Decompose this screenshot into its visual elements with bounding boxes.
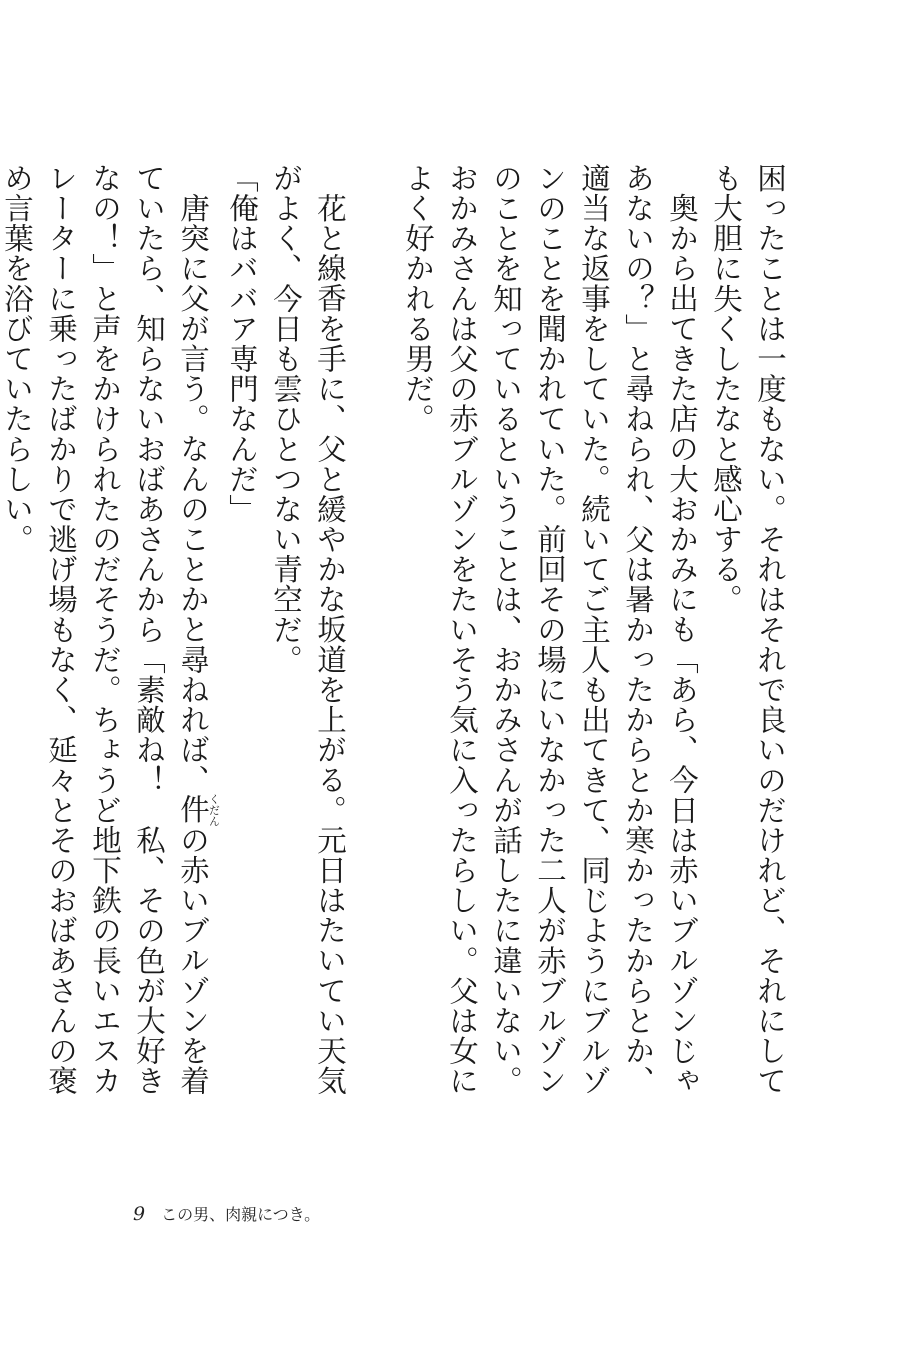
paragraph-1: 困ったことは一度もない。それはそれで良いのだけれど、それにしても大胆に失くしたなと感心する。: [709, 163, 787, 1096]
paragraph-4-dialogue: 「俺はババア専門なんだ」: [225, 163, 259, 525]
section-break: [352, 163, 396, 1113]
paragraph-2: 奥から出てきた店の大おかみにも「あら、今日は赤いブルゾンじゃあないの？」と尋ねられ、父は暑かったからとか寒かったからとか、適当な返事をしていた。続いてご主人も出てきて、同じようにブルゾンのことを聞かれていた。前回その場にいなかった二人が赤ブルゾンのことを知っているということは、おかみさんが話したに違いない。おかみさんは父の赤ブルゾンをたいそう気に入ったらしい。父は女によく好かれる男だ。: [401, 163, 699, 1096]
running-title: この男、肉親につき。: [161, 1205, 321, 1224]
paragraph-5: [0, 163, 220, 1113]
paragraph-5-part-b: の赤いブルゾンを着ていたら、知らないおばあさんから「素敵ね！ 私、その色が大好きなの！」と声をかけられたのだそうだ。ちょうど地下鉄の長いエスカレーターに乗ったばかりで逃げ場もなく、延々とそのおばあさんの褒め言葉を浴びていたらしい。: [0, 163, 210, 1096]
paragraph-5-part-a: 唐突に父が言う。なんのことかと尋ねれば、: [176, 192, 210, 795]
page-footer: [133, 1202, 320, 1225]
vertical-text-body: [0, 163, 792, 1113]
ruby-text: くだん: [207, 792, 221, 826]
ruby-base: 件: [176, 792, 210, 826]
page-number: 9: [133, 1203, 146, 1225]
paragraph-3: 花と線香を手に、父と緩やかな坂道を上がる。元日はたいてい天気がよく、今日も雲ひとつない青空だ。: [269, 163, 347, 1096]
furigana-kudan: [176, 792, 221, 826]
